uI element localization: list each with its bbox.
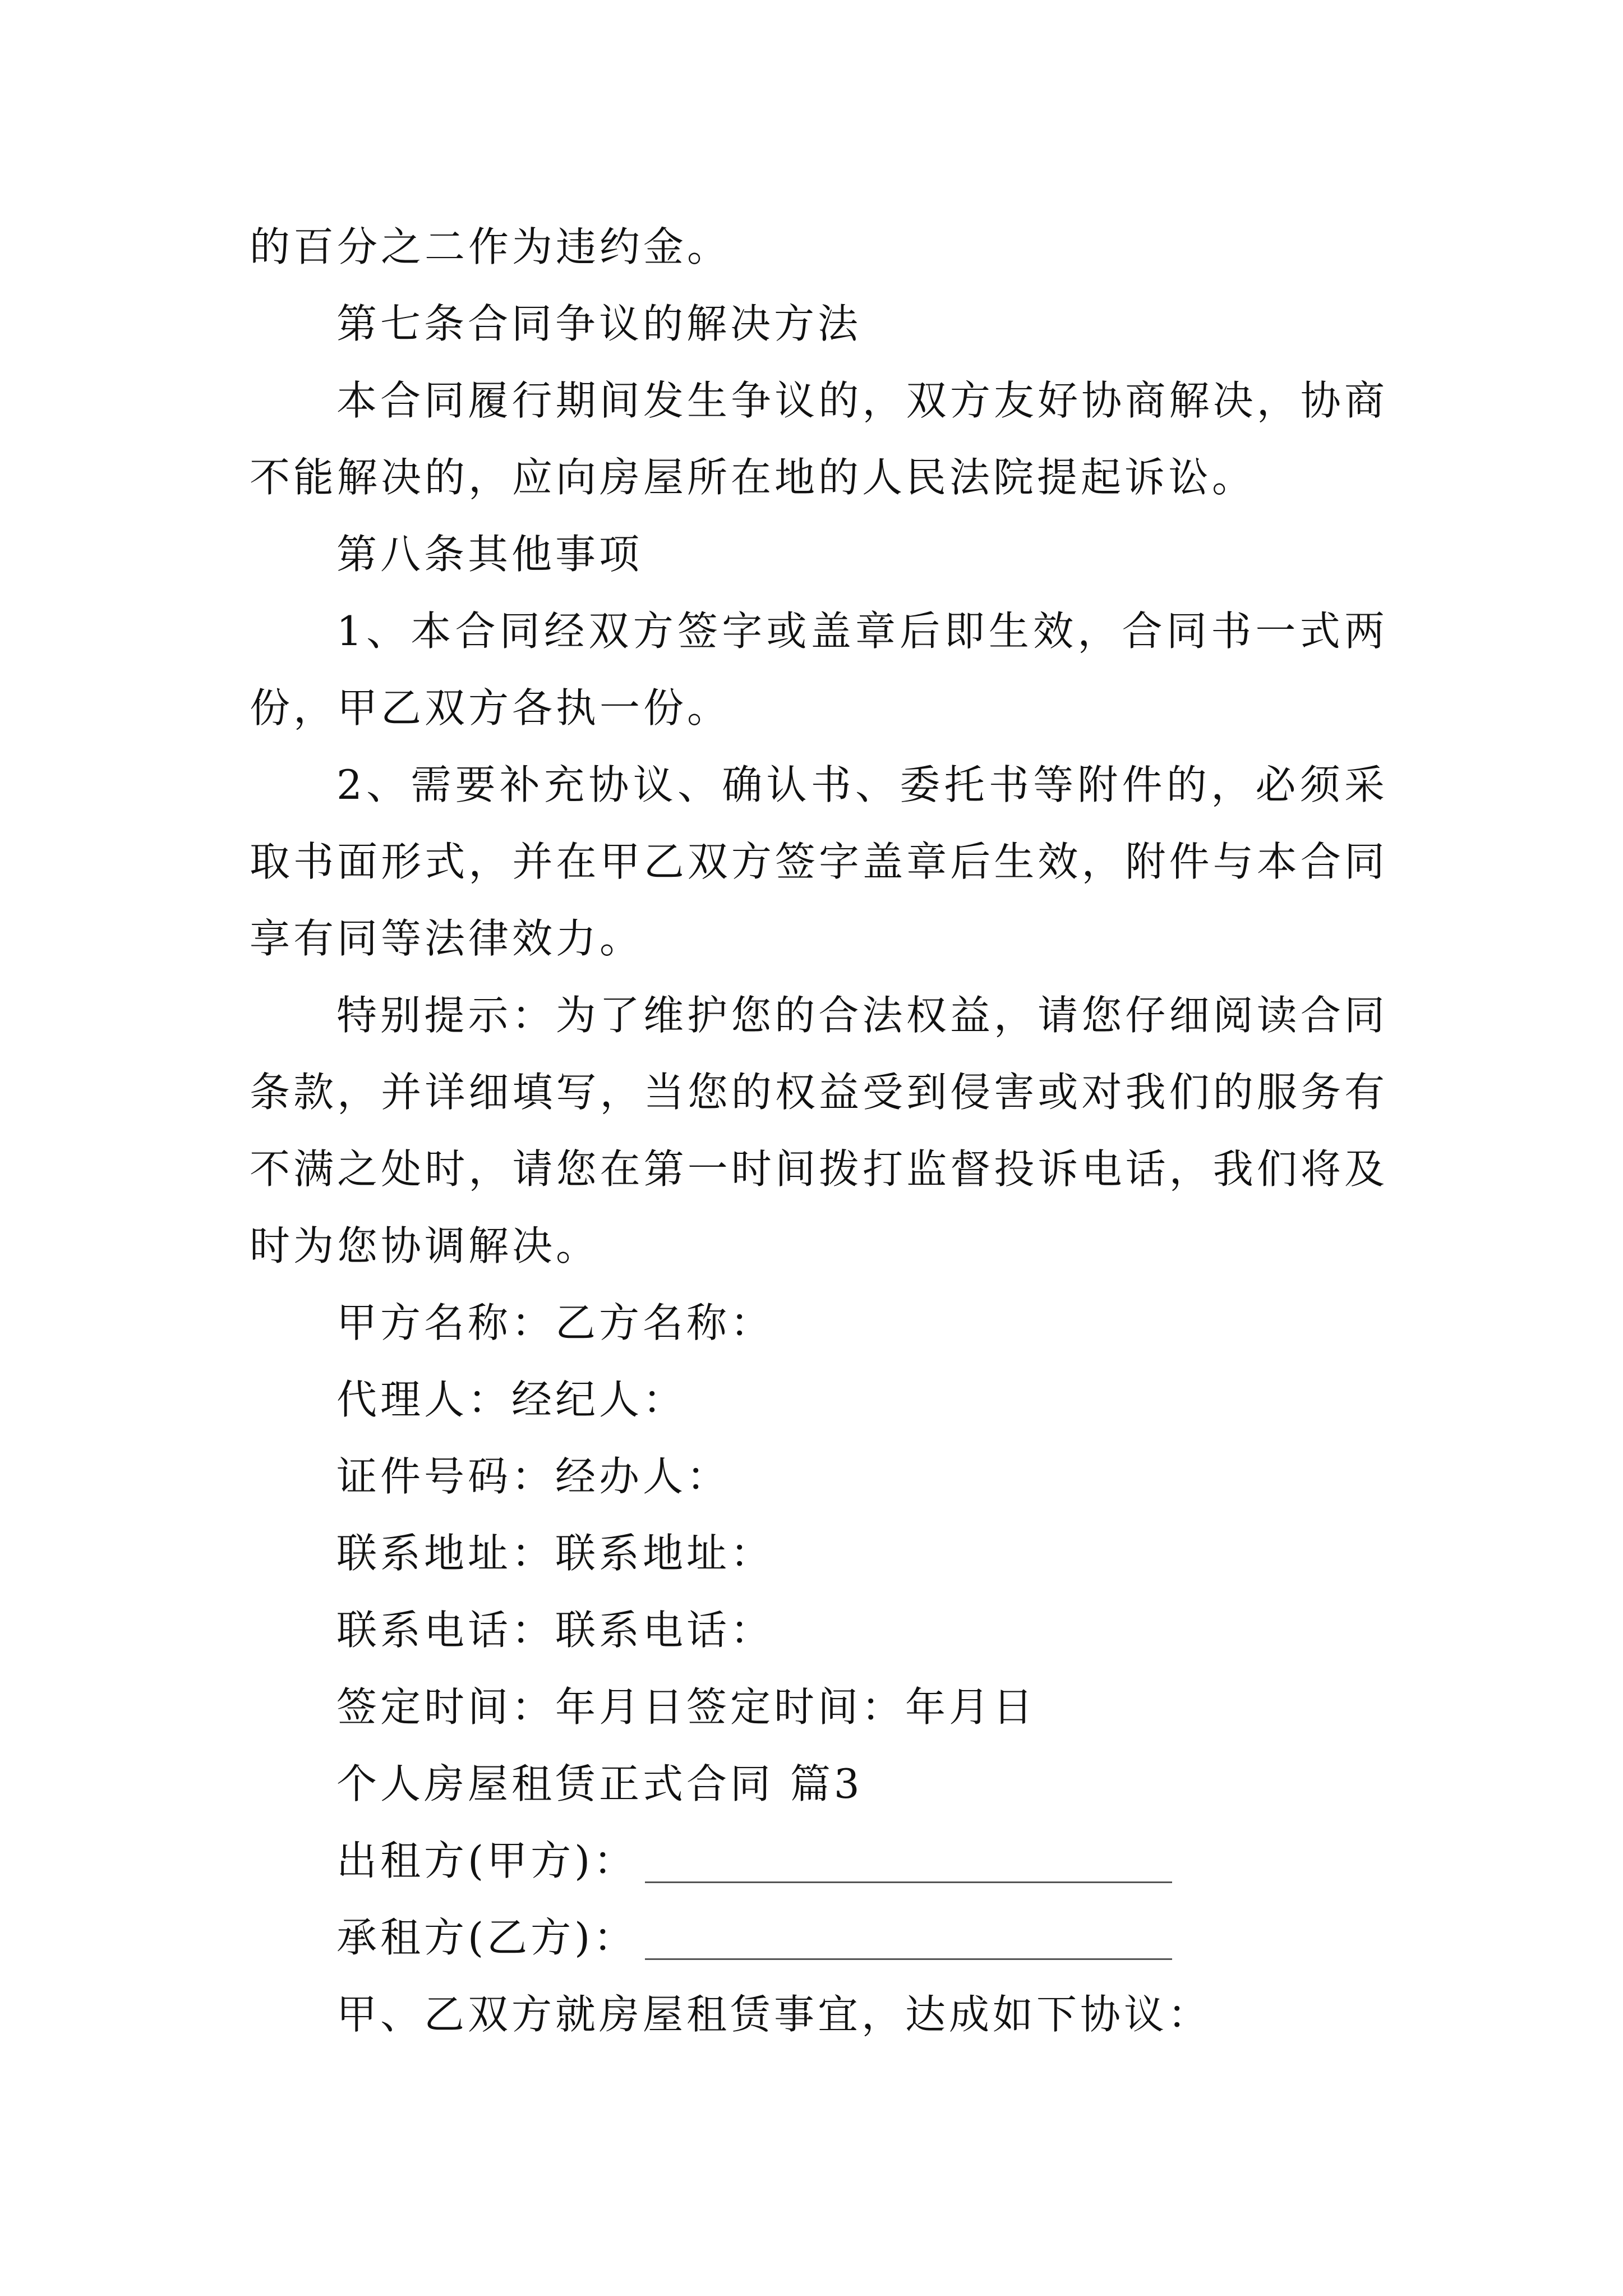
text-line: 条款，并详细填写，当您的权益受到侵害或对我们的服务有 xyxy=(250,1069,1388,1116)
lessor-field xyxy=(250,1823,1388,1899)
text-line: 的百分之二作为违约金。 xyxy=(250,223,731,270)
lessee-blank-line xyxy=(645,1958,1172,1960)
text-line: 享有同等法律效力。 xyxy=(250,915,644,962)
document-body xyxy=(250,209,1388,2053)
signature-field-line: 联系电话：联系电话： xyxy=(336,1607,774,1654)
text-line: 取书面形式，并在甲乙双方签字盖章后生效，附件与本合同 xyxy=(250,838,1388,885)
signature-field-line: 代理人：经纪人： xyxy=(336,1376,687,1423)
signature-field-line: 联系地址：联系地址： xyxy=(336,1530,774,1577)
lessor-blank-line xyxy=(645,1881,1172,1883)
lessor-label: 出租方(甲方)： xyxy=(336,1837,638,1884)
text-line: 不能解决的，应向房屋所在地的人民法院提起诉讼。 xyxy=(250,454,1256,501)
agreement-intro: 甲、乙双方就房屋租赁事宜，达成如下协议： xyxy=(336,1991,1212,2038)
text-line: 1、本合同经双方签字或盖章后即生效，合同书一式两 xyxy=(336,608,1388,655)
text-line: 份，甲乙双方各执一份。 xyxy=(250,684,731,731)
signature-field-line: 证件号码：经办人： xyxy=(336,1453,731,1500)
lessee-label: 承租方(乙方)： xyxy=(336,1914,638,1961)
text-line: 2、需要补充协议、确认书、委托书等附件的，必须采 xyxy=(336,761,1388,808)
lessee-field xyxy=(250,1899,1388,1976)
text-line: 本合同履行期间发生争议的，双方友好协商解决，协商 xyxy=(336,377,1388,424)
contract-title: 个人房屋租赁正式合同 篇3 xyxy=(336,1760,863,1807)
section-heading: 第七条合同争议的解决方法 xyxy=(336,300,862,347)
text-line: 特别提示：为了维护您的合法权益，请您仔细阅读合同 xyxy=(336,992,1388,1039)
signature-field-line: 甲方名称：乙方名称： xyxy=(336,1299,774,1346)
text-line: 时为您协调解决。 xyxy=(250,1222,600,1269)
signature-field-line: 签定时间：年月日签定时间：年月日 xyxy=(336,1683,1037,1731)
section-heading: 第八条其他事项 xyxy=(336,531,643,578)
text-line: 不满之处时，请您在第一时间拨打监督投诉电话，我们将及 xyxy=(250,1145,1388,1193)
